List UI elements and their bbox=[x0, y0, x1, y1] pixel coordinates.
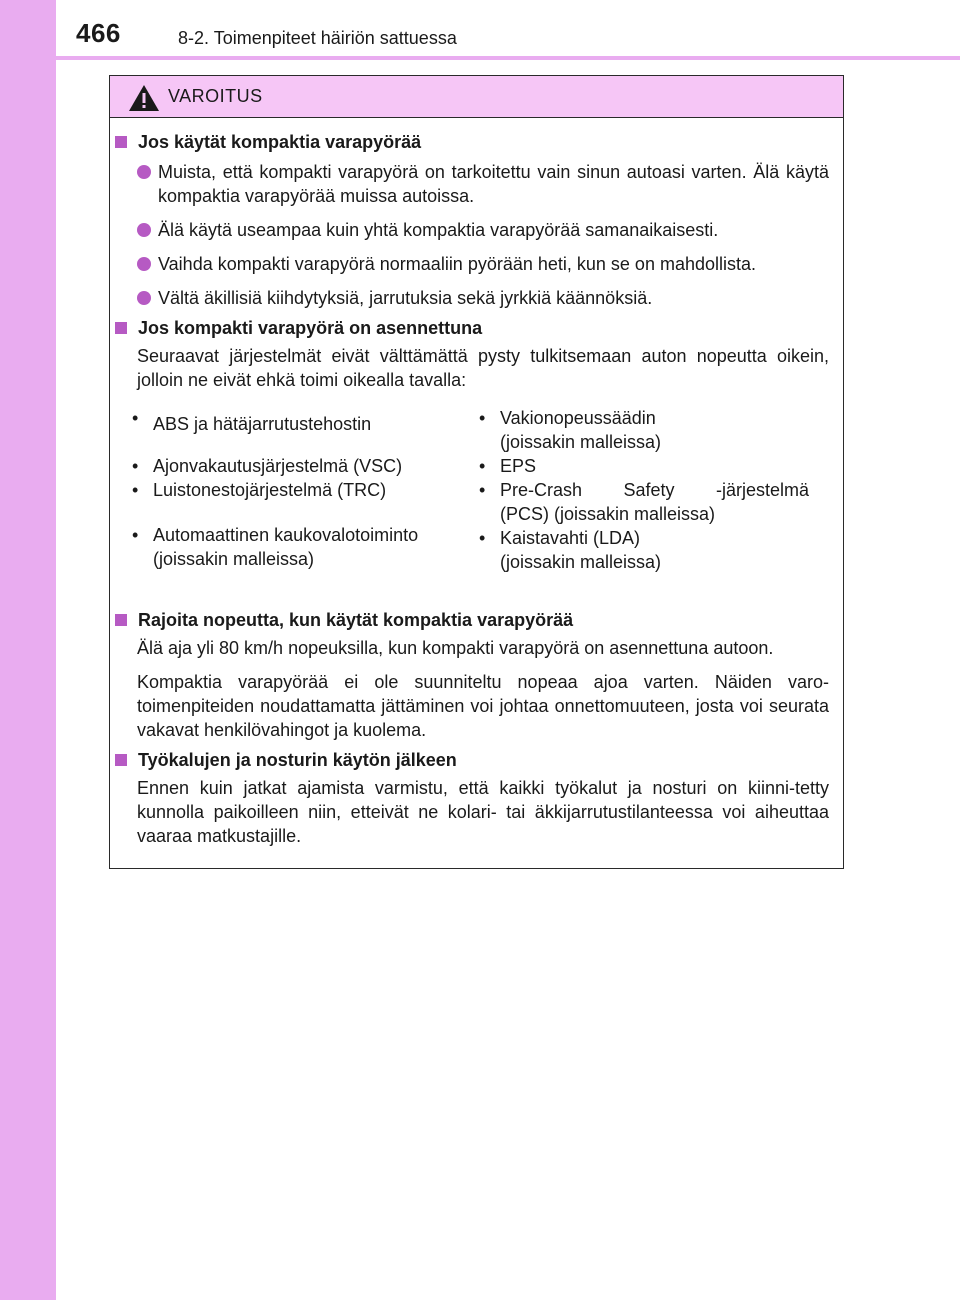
paragraph: Seuraavat järjestelmät eivät välttämättä pysty tulkitsemaan auton nopeutta oikein, jolloin ne eivät ehkä toimi oikealla tavalla: bbox=[137, 346, 829, 390]
warning-label: VAROITUS bbox=[168, 86, 263, 106]
system-item-note: (PCS) (joissakin malleissa) bbox=[500, 504, 716, 524]
section-heading bbox=[114, 608, 845, 632]
system-item-text: • Pre-Crash Safety -järjestelmä bbox=[500, 480, 809, 500]
section-heading bbox=[114, 748, 845, 772]
warning-content bbox=[110, 130, 845, 858]
system-item: • Kaistavahti (LDA) bbox=[475, 526, 831, 550]
system-item-note: (joissakin malleissa) bbox=[153, 549, 315, 569]
system-item: • Luistonestojärjestelmä (TRC) bbox=[128, 478, 463, 502]
page-number: 466 bbox=[76, 18, 121, 48]
round-bullet-icon bbox=[137, 165, 151, 179]
list-item-text: Muista, että kompakti varapyörä on tarkoitettu vain sinun autoasi varten. Älä käytä kompaktia varapyörää muissa autoissa. bbox=[158, 162, 829, 206]
system-item: • ABS ja hätäjarrutustehostin bbox=[128, 406, 463, 436]
section-heading-text: Jos kompakti varapyörä on asennettuna bbox=[138, 318, 483, 338]
warning-box bbox=[109, 75, 844, 869]
warning-triangle-icon bbox=[128, 84, 160, 112]
warning-header bbox=[110, 76, 843, 118]
round-bullet-icon bbox=[137, 223, 151, 237]
list-item-text: Älä käytä useampaa kuin yhtä kompaktia varapyörää samanaikaisesti. bbox=[158, 220, 719, 240]
system-item-note: (joissakin malleissa) bbox=[500, 432, 662, 452]
system-list bbox=[110, 406, 845, 604]
square-bullet-icon bbox=[115, 754, 127, 766]
round-bullet-icon bbox=[137, 291, 151, 305]
round-bullet-icon bbox=[137, 257, 151, 271]
system-item-note: (joissakin malleissa) bbox=[500, 552, 662, 572]
section-heading bbox=[114, 316, 845, 340]
section-heading-text: Rajoita nopeutta, kun käytät kompaktia varapyörää bbox=[138, 610, 574, 630]
section-heading bbox=[114, 130, 845, 154]
system-item: • Ajonvakautusjärjestelmä (VSC) bbox=[128, 454, 463, 478]
paragraph: Ennen kuin jatkat ajamista varmistu, että kaikki työkalut ja nosturi on kiinni-tetty kunnolla paikoilleen niin, etteivät ne kolari- tai äkkijarrutustilanteessa voi aiheuttaa vaaraa matkustajille. bbox=[137, 778, 829, 846]
system-item: • Vakionopeussäädin bbox=[475, 406, 831, 430]
header-rule bbox=[56, 56, 960, 60]
system-list-right bbox=[475, 406, 831, 574]
square-bullet-icon bbox=[115, 136, 127, 148]
system-item: • Automaattinen kaukovalotoiminto bbox=[128, 523, 463, 547]
list-item bbox=[110, 160, 829, 208]
list-item-text: Vältä äkillisiä kiihdytyksiä, jarrutuksia sekä jyrkkiä käännöksiä. bbox=[158, 288, 653, 308]
list-item-text: Vaihda kompakti varapyörä normaaliin pyörään heti, kun se on mahdollista. bbox=[158, 254, 756, 274]
section-title: 8-2. Toimenpiteet häiriön sattuessa bbox=[178, 28, 457, 48]
paragraph: Kompaktia varapyörää ei ole suunniteltu nopeaa ajoa varten. Näiden varo-toimenpiteiden noudattamatta jättäminen voi johtaa onnettomuuteen, josta voi seurata vakavat henkilövahingot ja kuolema. bbox=[137, 672, 829, 740]
paragraph: Älä aja yli 80 km/h nopeuksilla, kun kompakti varapyörä on asennettuna autoon. bbox=[137, 638, 774, 658]
section-heading-text: Jos käytät kompaktia varapyörää bbox=[138, 132, 422, 152]
side-color-strip bbox=[0, 0, 56, 1300]
list-item bbox=[110, 252, 829, 276]
square-bullet-icon bbox=[115, 322, 127, 334]
section-heading-text: Työkalujen ja nosturin käytön jälkeen bbox=[138, 750, 457, 770]
list-item bbox=[110, 286, 829, 310]
square-bullet-icon bbox=[115, 614, 127, 626]
list-item bbox=[110, 218, 829, 242]
system-item bbox=[475, 478, 831, 502]
system-list-left bbox=[128, 406, 463, 571]
system-item: • EPS bbox=[475, 454, 831, 478]
